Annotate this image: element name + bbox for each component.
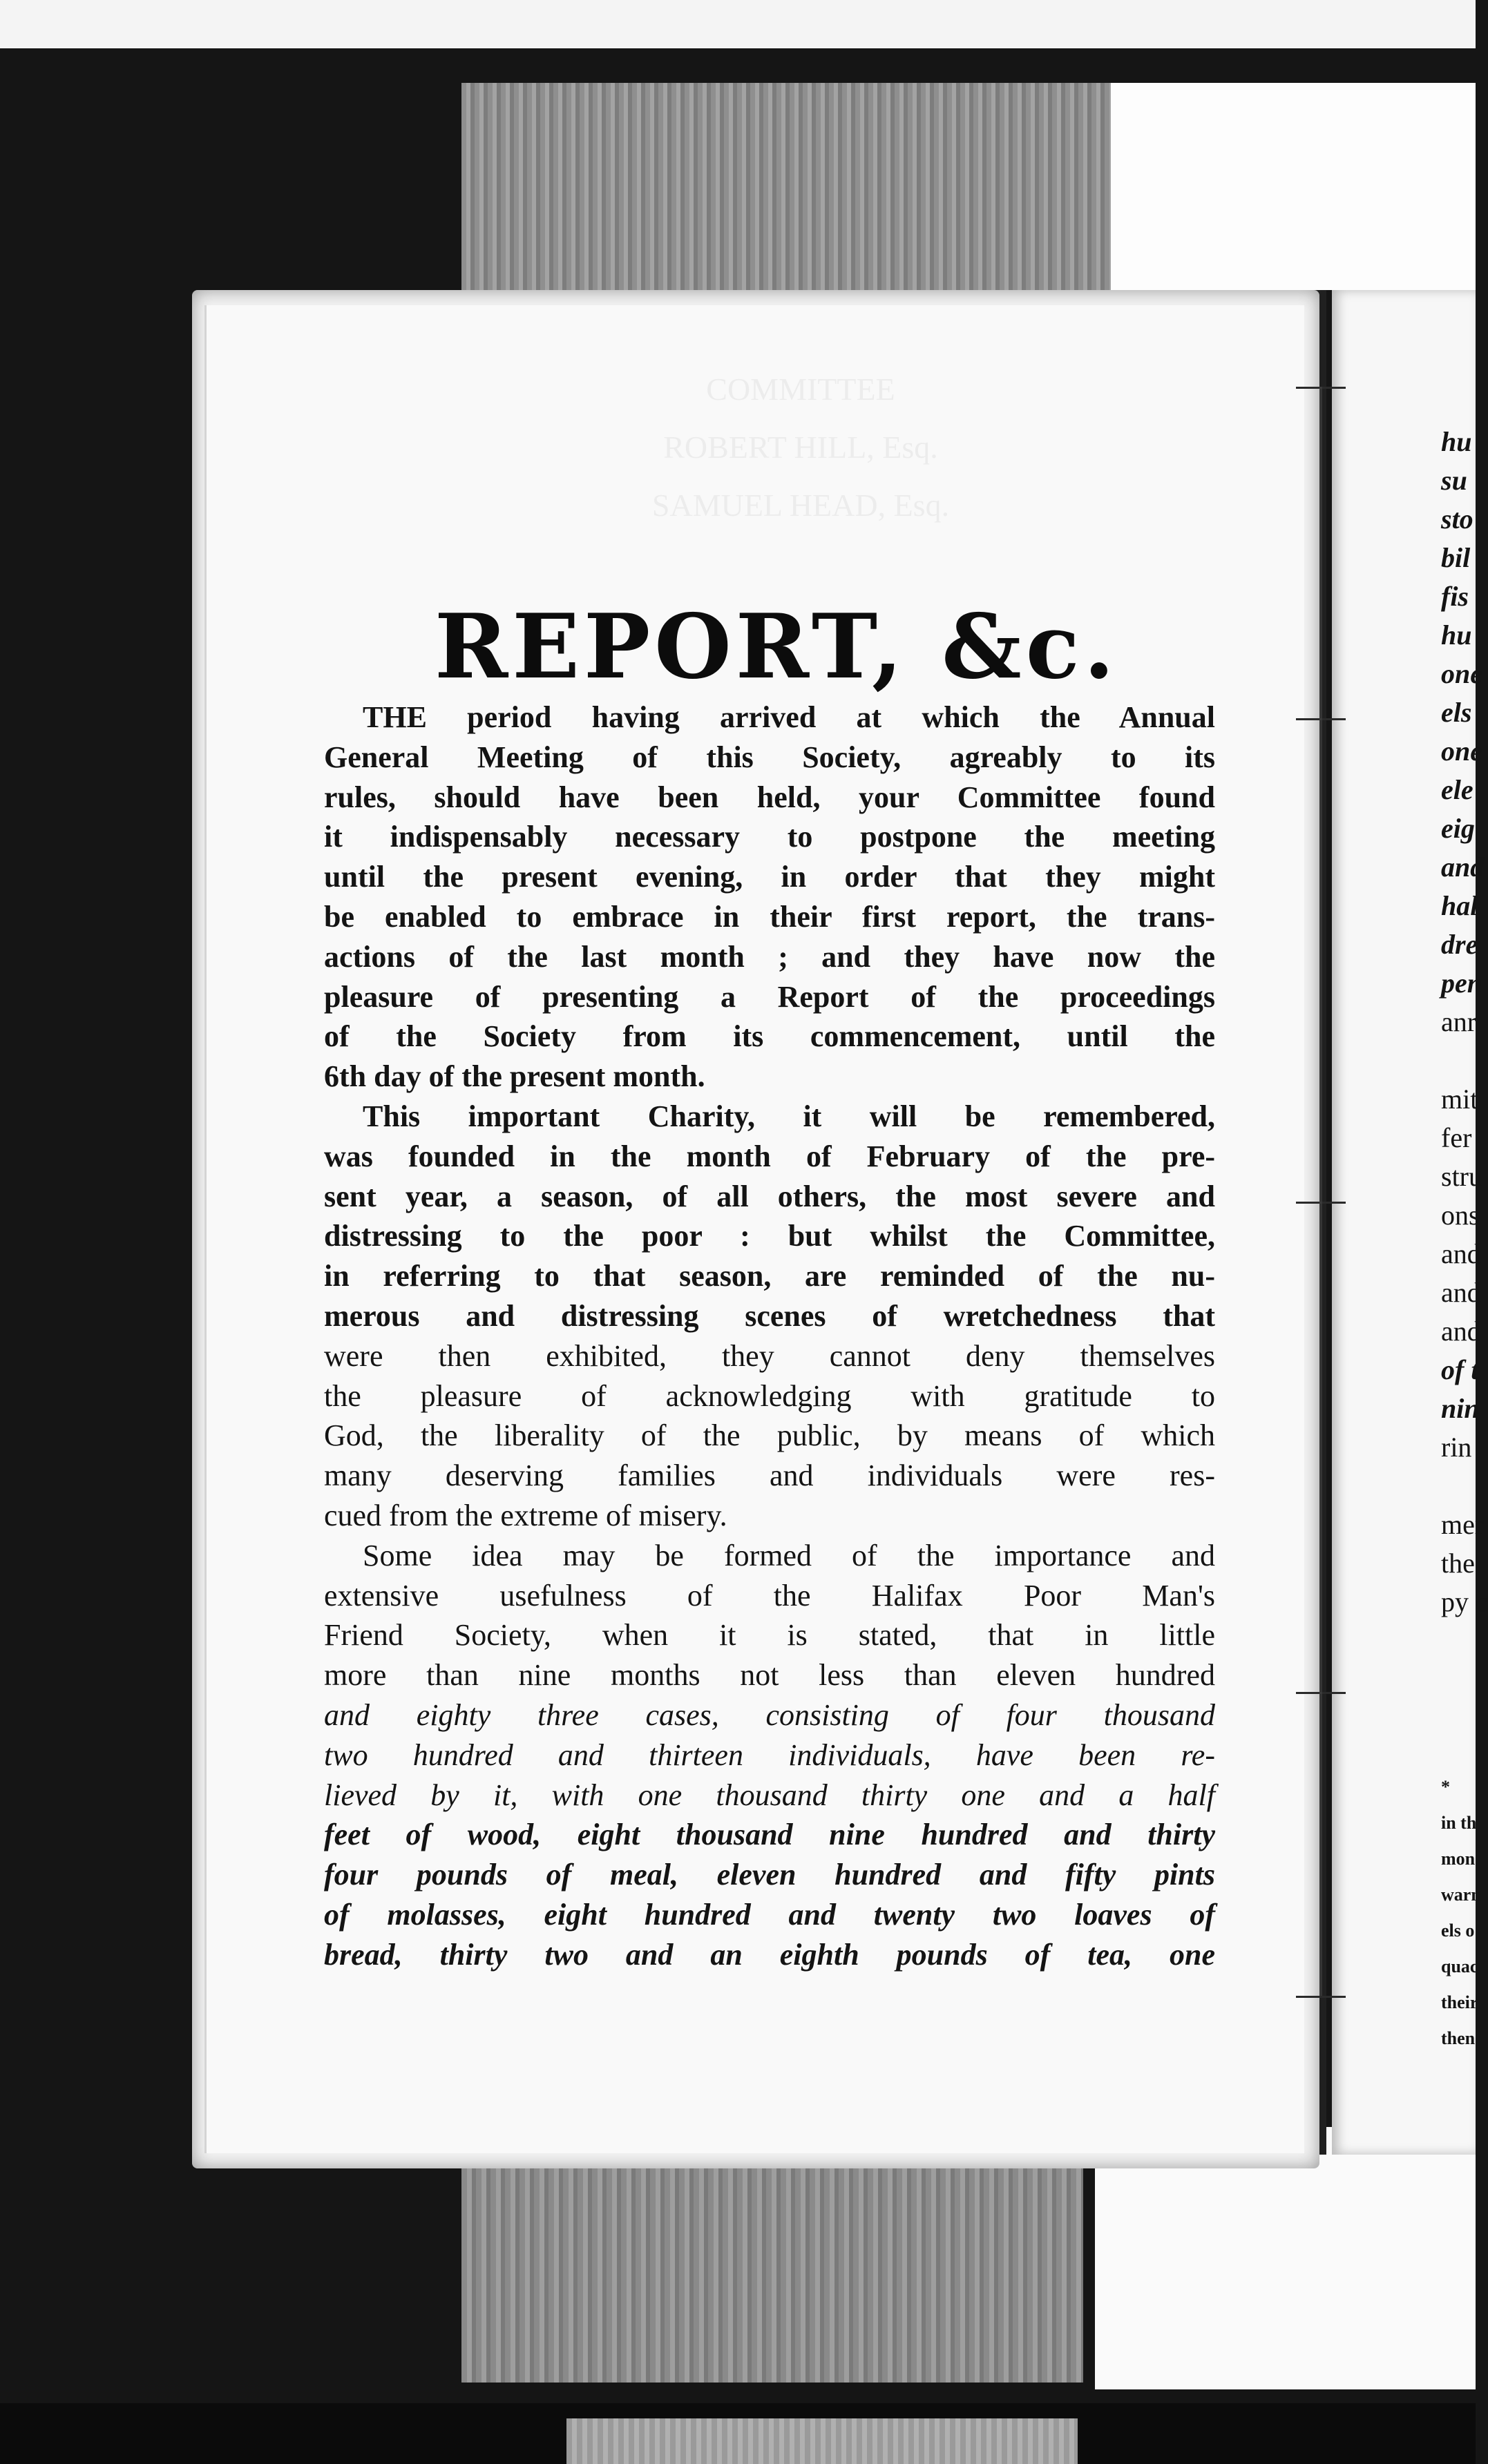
text-fragment: * xyxy=(1441,1777,1450,1797)
text-line: many deserving families and individuals were res- xyxy=(324,1459,1215,1493)
text-fragment: stru xyxy=(1441,1161,1482,1192)
text-fragment: one xyxy=(1441,735,1482,767)
text-fragment: py c xyxy=(1441,1586,1488,1617)
text-fragment: mer xyxy=(1441,1509,1485,1540)
page-title: REPORT, &c. xyxy=(435,595,1119,699)
background-paper xyxy=(1111,83,1476,290)
text-line: merous and distressing scenes of wretchedness that xyxy=(324,1298,1215,1333)
text-line: rules, should have been held, your Committee found xyxy=(324,780,1215,814)
left-page xyxy=(192,290,1319,2168)
left-page-paper xyxy=(204,305,1304,2153)
report-body xyxy=(324,697,1215,1975)
text-line: distressing to the poor : but whilst the Committee, xyxy=(324,1219,1215,1253)
text-fragment: and xyxy=(1441,1316,1481,1347)
text-fragment: warn xyxy=(1441,1885,1481,1905)
text-line: the pleasure of acknowledging with gratitude to xyxy=(324,1378,1215,1413)
text-fragment: dre xyxy=(1441,929,1478,960)
text-fragment: els xyxy=(1441,697,1472,728)
text-fragment: eig xyxy=(1441,813,1475,844)
text-fragment: hu xyxy=(1441,426,1472,457)
text-fragment: one xyxy=(1441,658,1482,689)
text-line: feet of wood, eight thousand nine hundred and thirty xyxy=(324,1818,1215,1852)
text-fragment: and xyxy=(1441,1238,1481,1269)
text-line: Friend Society, when it is stated, that in little xyxy=(324,1618,1215,1653)
text-line: This important Charity, it will be remembered, xyxy=(363,1099,1215,1133)
text-line: 6th day of the present month. xyxy=(324,1059,705,1094)
binding-stitch xyxy=(1296,1996,1346,1998)
text-fragment: mon xyxy=(1441,1849,1476,1869)
text-fragment: pen xyxy=(1441,968,1482,999)
text-line: more than nine months not less than eleven hundred xyxy=(324,1658,1215,1693)
text-line: Some idea may be formed of the importance and xyxy=(363,1538,1215,1572)
binding-thread xyxy=(1319,387,1322,1996)
text-line: bread, thirty two and an eighth pounds of tea, one xyxy=(324,1937,1215,1972)
text-line: General Meeting of this Society, agreably to its xyxy=(324,740,1215,774)
show-through-text: COMMITTEE ROBERT HILL, Esq. SAMUEL HEAD, Esq. xyxy=(651,372,950,523)
text-fragment: bil xyxy=(1441,542,1471,573)
background-strip xyxy=(461,83,1111,311)
text-line: THE period having arrived at which the Annual xyxy=(363,700,1215,734)
text-fragment: anr xyxy=(1441,1006,1477,1037)
text-fragment: then xyxy=(1441,2028,1476,2048)
text-line: extensive usefulness of the Halifax Poor Man's xyxy=(324,1578,1215,1613)
text-fragment: nin xyxy=(1441,1393,1480,1424)
text-fragment: fis xyxy=(1441,581,1469,612)
text-line: lieved by it, with one thousand thirty one and a half xyxy=(324,1778,1215,1812)
text-line: were then exhibited, they cannot deny themselves xyxy=(324,1338,1215,1373)
text-line: of the Society from its commencement, until the xyxy=(324,1019,1215,1054)
text-fragment: ele xyxy=(1441,774,1473,805)
text-fragment: the xyxy=(1441,1548,1475,1579)
text-line: was founded in the month of February of the pre- xyxy=(324,1139,1215,1173)
text-fragment: in th xyxy=(1441,1813,1477,1833)
text-line: pleasure of presenting a Report of the proceedings xyxy=(324,979,1215,1014)
text-line: cued from the extreme of misery. xyxy=(324,1498,727,1532)
text-line: until the present evening, in order that they might xyxy=(324,860,1215,894)
text-fragment: els o xyxy=(1441,1921,1475,1941)
text-line: two hundred and thirteen individuals, have been re- xyxy=(324,1738,1215,1772)
background-strip xyxy=(566,2418,1078,2464)
text-fragment: and xyxy=(1441,1277,1481,1308)
text-line: of molasses, eight hundred and twenty two loaves of xyxy=(324,1897,1215,1932)
text-fragment: their xyxy=(1441,1992,1478,2012)
text-fragment: ons xyxy=(1441,1200,1480,1231)
text-fragment: quac xyxy=(1441,1956,1478,1976)
text-line: actions of the last month ; and they have now the xyxy=(324,939,1215,974)
text-fragment: rin xyxy=(1441,1432,1472,1463)
text-line: in referring to that season, are reminded of the nu- xyxy=(324,1259,1215,1293)
text-fragment: su xyxy=(1441,465,1467,496)
text-fragment: mit xyxy=(1441,1084,1478,1115)
text-fragment: fer xyxy=(1441,1122,1472,1153)
text-fragment: hu xyxy=(1441,619,1472,651)
text-fragment: hal xyxy=(1441,890,1478,921)
text-fragment: sto xyxy=(1441,503,1473,535)
text-fragment: of t xyxy=(1441,1354,1479,1385)
text-fragment: and xyxy=(1441,851,1485,883)
text-line: God, the liberality of the public, by means of which xyxy=(324,1418,1215,1453)
film-border-top xyxy=(0,0,1476,48)
text-line: be enabled to embrace in their first report, the trans- xyxy=(324,899,1215,934)
text-line: four pounds of meal, eleven hundred and fifty pints xyxy=(324,1858,1215,1892)
text-line: and eighty three cases, consisting of four thousand xyxy=(324,1697,1215,1732)
text-line: sent year, a season, of all others, the most severe and xyxy=(324,1179,1215,1213)
text-line: it indispensably necessary to postpone the meeting xyxy=(324,820,1215,854)
